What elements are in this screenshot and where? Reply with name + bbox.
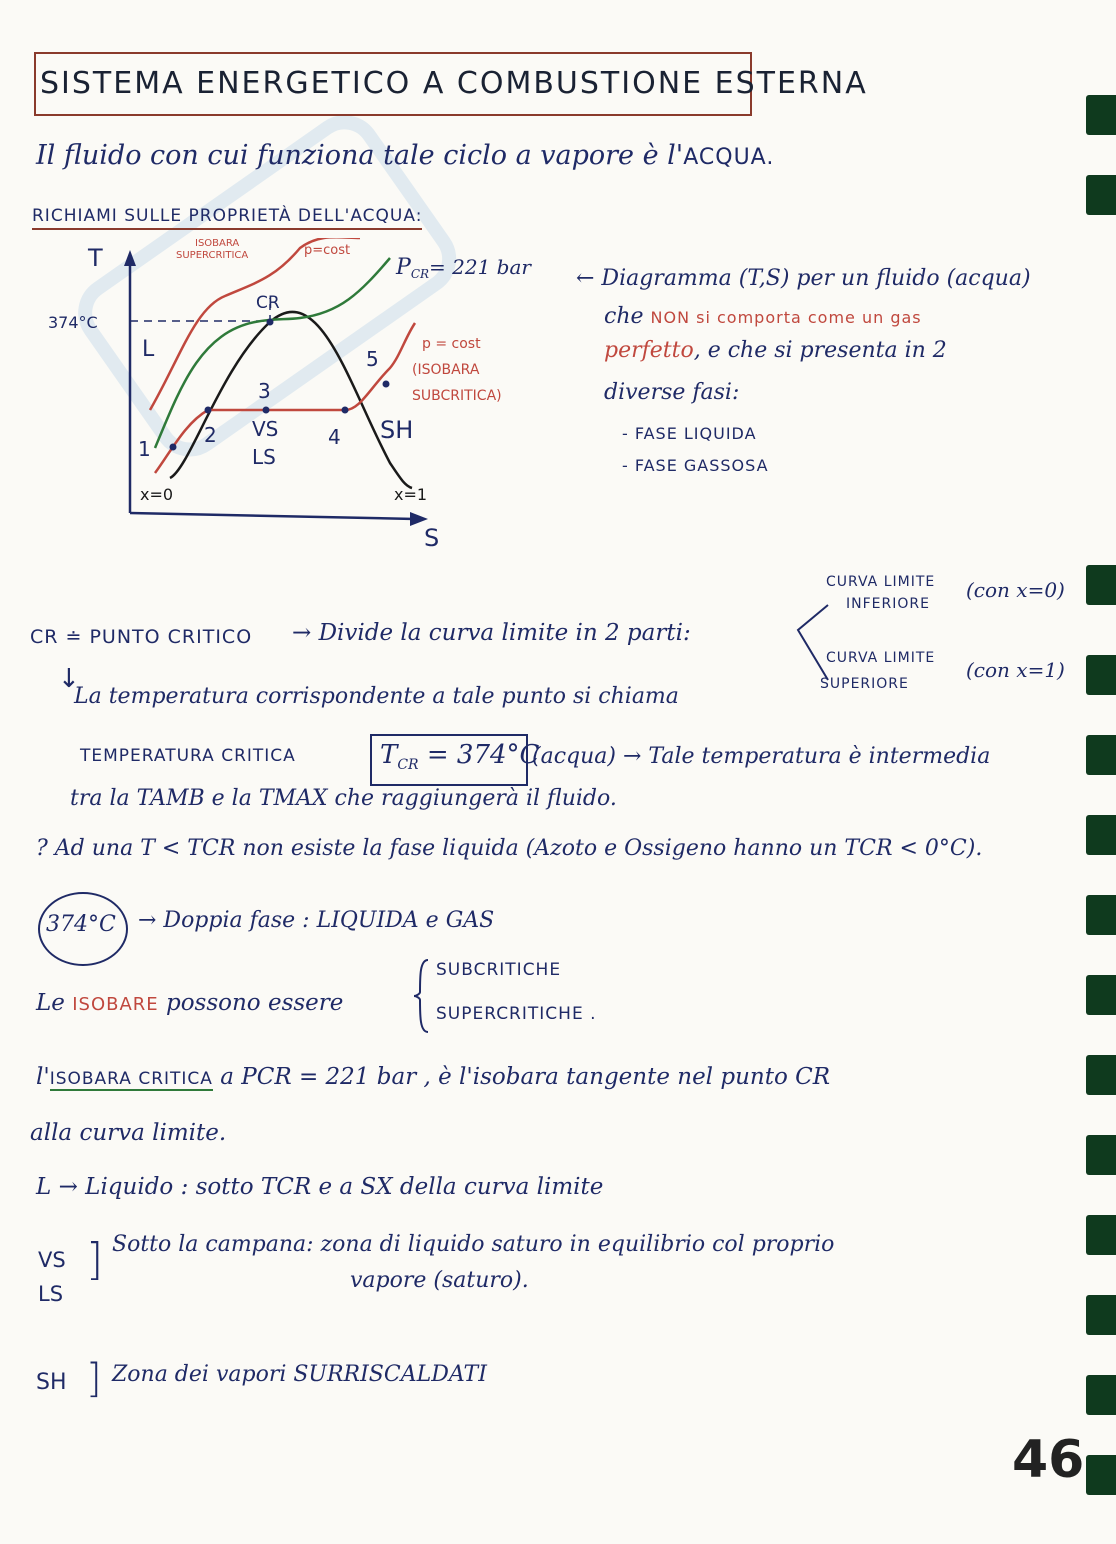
sh-label: SH <box>380 416 414 444</box>
cr-label: CR <box>256 293 280 313</box>
intro-text: Il fluido con cui funziona tale ciclo a vapore è l' <box>36 140 684 171</box>
s-axis-line <box>130 513 415 519</box>
binding-ring <box>1086 1295 1116 1335</box>
supercritical-isobar <box>150 238 360 410</box>
cr-divides-text: → Divide la curva limite in 2 parti: <box>292 620 691 646</box>
isobara-supercritica-2: SUPERCRITICA <box>176 250 249 261</box>
isobara-critica-word: ISOBARA CRITICA <box>49 1069 213 1089</box>
s-axis-label: S <box>424 524 440 552</box>
binding-ring <box>1086 655 1116 695</box>
zone-vs-ls-text1: Sotto la campana: zona di liquido saturo in equilibrio col proprio <box>112 1232 835 1257</box>
isobare-subcritical: SUBCRITICHE <box>436 960 562 980</box>
vs-label: VS <box>252 417 279 441</box>
point-3-marker <box>263 407 270 414</box>
isobare-supercritical: SUPERCRITICHE . <box>436 1004 597 1024</box>
point-1-marker <box>170 444 177 451</box>
point-4-marker <box>342 407 349 414</box>
binding-ring <box>1086 735 1116 775</box>
side-note-line2: che NON si comporta come un gas <box>604 304 922 329</box>
point-1-label: 1 <box>138 437 151 461</box>
isobare-brace-icon <box>412 956 432 1036</box>
p-cost-sub-label-1: p = cost <box>422 336 481 352</box>
l-label: L <box>142 337 155 362</box>
x1-label: x=1 <box>394 485 428 504</box>
spiral-binding <box>1076 95 1116 1515</box>
zone-sh-label: SH <box>36 1370 67 1395</box>
circle-374-text: 374°C <box>46 912 116 937</box>
binding-ring <box>1086 1375 1116 1415</box>
curve-inferior-x: (con x=0) <box>966 578 1065 602</box>
question-line: ? Ad una T < TCR non esiste la fase liquida (Azoto e Ossigeno hanno un TCR < 0°C). <box>36 836 983 861</box>
temp-374-label: 374°C <box>48 313 98 332</box>
cr-marker <box>267 319 274 326</box>
point-2-label: 2 <box>204 423 217 447</box>
tcr-line2: tra la TAMB e la TMAX che raggiungerà il fluido. <box>70 786 617 811</box>
tcr-value: $T_{CR} = 374^\circ C$ <box>380 740 540 774</box>
binding-ring <box>1086 1215 1116 1255</box>
point-2-marker <box>205 407 212 414</box>
p-cost-sub-label-3: SUBCRITICA) <box>412 388 502 404</box>
binding-ring <box>1086 175 1116 215</box>
binding-ring <box>1086 975 1116 1015</box>
intro-line <box>36 140 774 171</box>
side-note-line1: ← Diagramma (T,S) per un fluido (acqua) <box>576 266 1031 291</box>
critical-isobar-line2: alla curva limite. <box>30 1120 227 1146</box>
saturation-dome <box>170 312 412 488</box>
page-number: 46 <box>1012 1430 1085 1490</box>
zone-ls-label: LS <box>38 1282 64 1306</box>
recall-heading: RICHIAMI SULLE PROPRIETÀ DELL'ACQUA: <box>32 206 422 230</box>
zone-vs-ls-text2: vapore (saturo). <box>350 1268 529 1293</box>
pcr-label: PCR= 221 bar <box>396 255 531 281</box>
isobara-supercritica-1: ISOBARA <box>195 238 240 249</box>
zone-vs-ls-bracket: ] <box>86 1234 104 1285</box>
t-axis-label: T <box>88 244 103 272</box>
curve-superior-1: CURVA LIMITE <box>826 650 936 666</box>
point-5-marker <box>383 381 390 388</box>
curve-superior-x: (con x=1) <box>966 658 1065 682</box>
t-axis-arrow-icon <box>124 250 136 266</box>
page-title: SISTEMA ENERGETICO A COMBUSTIONE ESTERNA <box>40 66 868 101</box>
curve-inferior-2: INFERIORE <box>846 596 930 612</box>
side-note-line4: diverse fasi: <box>604 380 740 405</box>
down-arrow-icon: ↓ <box>58 664 80 694</box>
ts-diagram <box>20 238 580 558</box>
binding-ring <box>1086 95 1116 135</box>
isobare-line: Le ISOBARE possono essere <box>36 990 344 1016</box>
side-note-line3: perfetto, e che si presenta in 2 <box>604 338 947 363</box>
point-5-label: 5 <box>366 347 379 371</box>
isobare-word: ISOBARE <box>72 994 159 1015</box>
cr-definition: CR ≐ PUNTO CRITICO <box>30 626 253 648</box>
side-note-not-perfect: NON si comporta come un gas <box>650 308 922 327</box>
binding-ring <box>1086 1135 1116 1175</box>
zone-sh-bracket: ] <box>86 1356 102 1402</box>
side-note-perfetto: perfetto <box>604 338 694 363</box>
curve-inferior-1: CURVA LIMITE <box>826 574 936 590</box>
temp-corresponding-line: La temperatura corrispondente a tale punto si chiama <box>74 684 679 709</box>
phase-gas: - FASE GASSOSA <box>622 456 769 475</box>
binding-ring <box>1086 815 1116 855</box>
binding-ring <box>1086 895 1116 935</box>
binding-ring <box>1086 1055 1116 1095</box>
phase-liquid: - FASE LIQUIDA <box>622 424 757 443</box>
tcr-after-text: (acqua) → Tale temperatura è intermedia <box>532 744 991 769</box>
curve-superior-2: SUPERIORE <box>820 676 909 692</box>
subcritical-isobar <box>155 323 415 473</box>
point-4-label: 4 <box>328 425 341 449</box>
x0-label: x=0 <box>140 485 174 504</box>
ls-label: LS <box>252 445 276 469</box>
zone-sh-text: Zona dei vapori SURRISCALDATI <box>112 1362 487 1387</box>
tcr-label: TEMPERATURA CRITICA <box>80 746 296 766</box>
binding-ring <box>1086 565 1116 605</box>
zone-l: L → Liquido : sotto TCR e a SX della curva limite <box>36 1174 604 1200</box>
zone-vs-label: VS <box>38 1248 66 1272</box>
binding-ring <box>1086 1455 1116 1495</box>
p-cost-sub-label-2: (ISOBARA <box>412 362 480 378</box>
critical-isobar-line1: l'ISOBARA CRITICA a PCR = 221 bar , è l'isobara tangente nel punto CR <box>36 1064 831 1090</box>
double-phase-text: → Doppia fase : LIQUIDA e GAS <box>138 908 495 933</box>
point-3-label: 3 <box>258 379 271 403</box>
intro-acqua: ACQUA. <box>683 145 775 170</box>
p-cost-top-label: p=cost <box>304 243 351 258</box>
